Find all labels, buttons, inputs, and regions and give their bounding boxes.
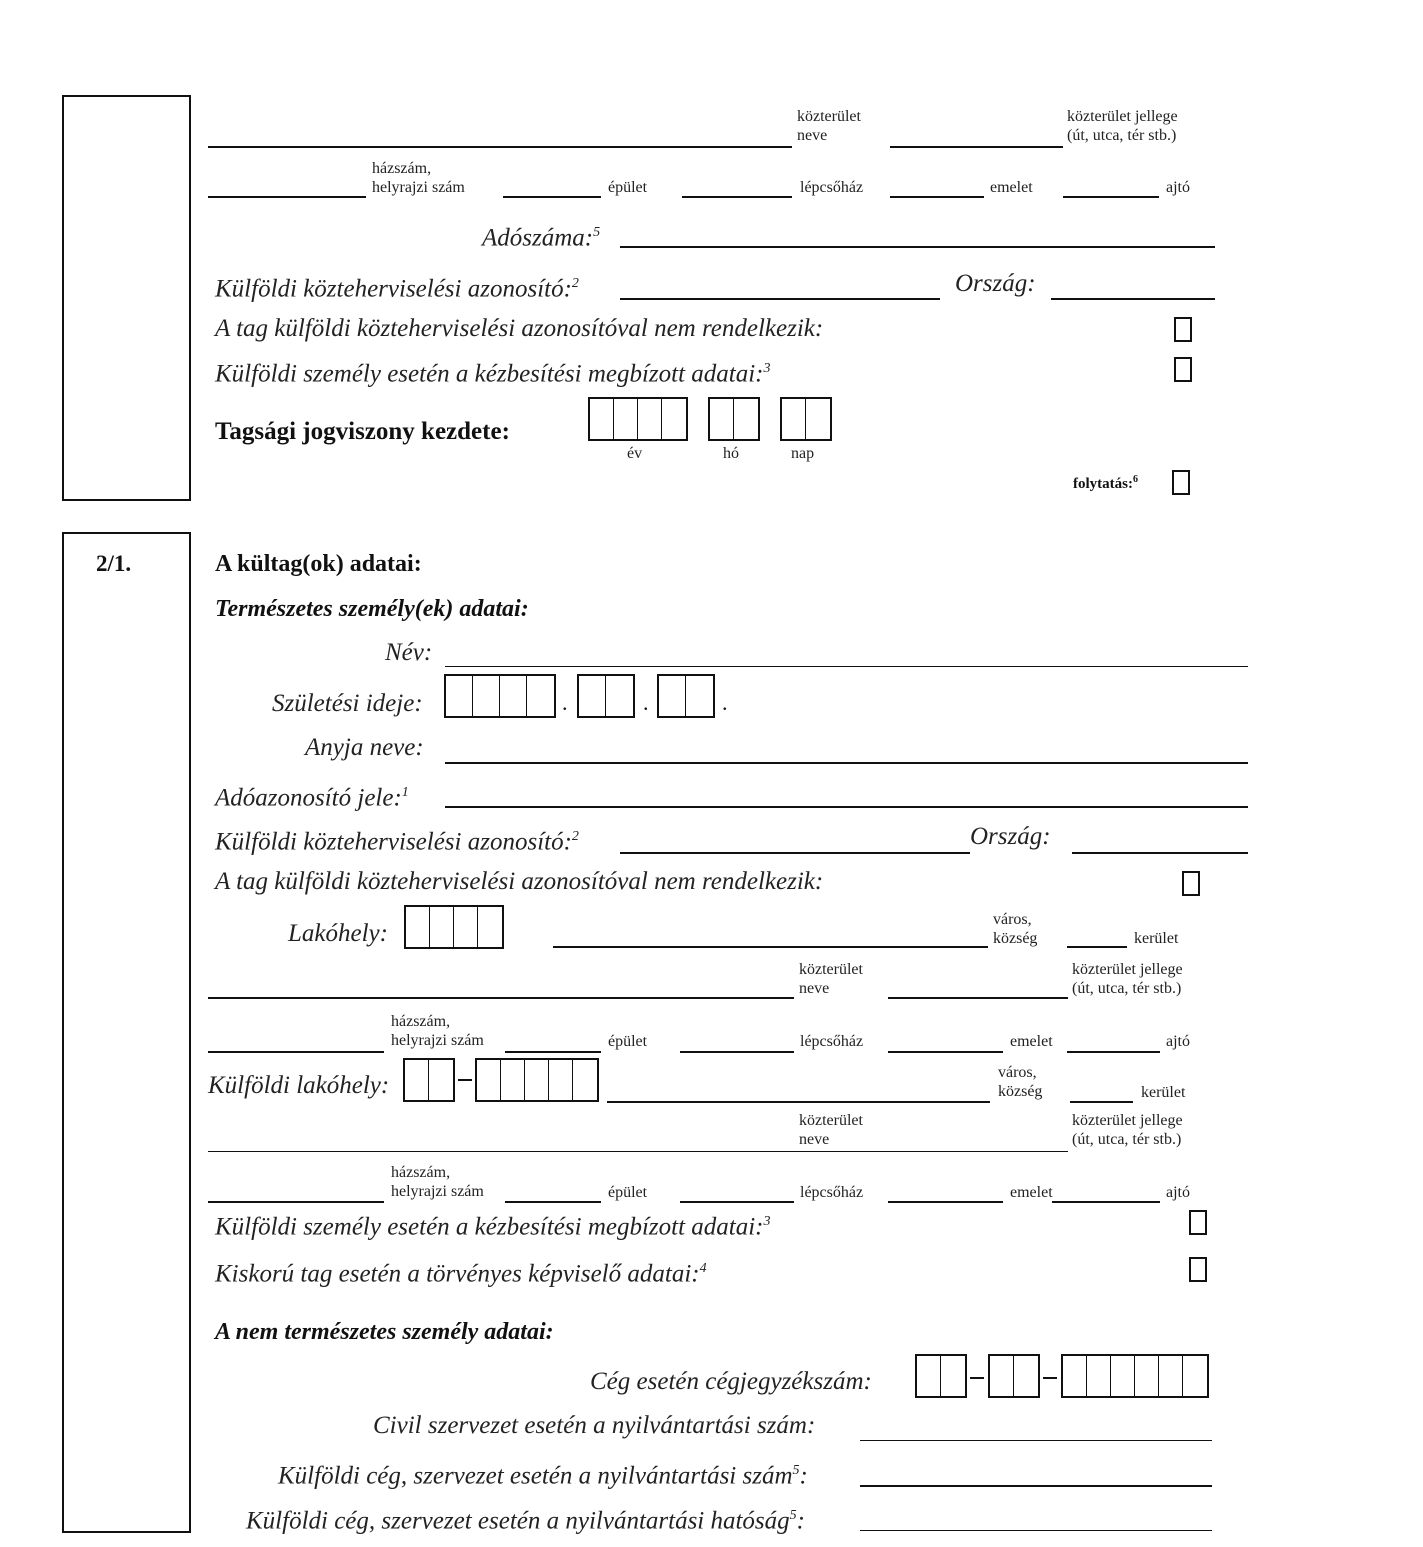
section1-left-box	[62, 95, 191, 501]
adoszama-label: Adószáma:$^5$	[482, 224, 601, 252]
lakohely-kerulet-field[interactable]	[1067, 946, 1127, 948]
folytatas-label: folytatás:$^6$	[1073, 474, 1138, 492]
kulfoldi-azonosito2-label: Külföldi közteherviselési azonosító:$^2$	[215, 828, 579, 856]
hazszam-field[interactable]	[208, 196, 366, 198]
lepcsohaz2-label: lépcsőház	[800, 1033, 864, 1050]
hazszam-label: házszám, helyrajzi szám	[372, 160, 465, 196]
nem-rendelkezik2-label: A tag külföldi közteherviselési azonosítóval nem rendelkezik:	[215, 868, 824, 895]
orszag-label: Ország:	[955, 270, 1036, 297]
emelet-field[interactable]	[890, 196, 984, 198]
lepcsohaz2-field[interactable]	[680, 1051, 794, 1053]
kulfoldi-ceg-szam-field[interactable]	[860, 1485, 1212, 1487]
adoazonosito-field[interactable]	[445, 806, 1248, 808]
anyja-field[interactable]	[445, 762, 1248, 764]
kozterulet-jellege-label: közterület jellege (út, utca, tér stb.)	[1067, 108, 1178, 144]
kulfoldi-iranyitoszam-cells[interactable]	[475, 1058, 599, 1102]
kozterulet-jellege-field[interactable]	[890, 146, 1063, 148]
anyja-label: Anyja neve:	[305, 734, 424, 761]
emelet2-label: emelet	[1010, 1033, 1053, 1050]
orszag2-field[interactable]	[1072, 852, 1248, 854]
kozterulet-jellege2-label: közterület jellege (út, utca, tér stb.)	[1072, 961, 1183, 997]
kezbesitesi-checkbox[interactable]	[1174, 357, 1192, 382]
lakohely-iranyitoszam-cells[interactable]	[404, 905, 504, 949]
cegjegyzek-dash-2	[1043, 1377, 1057, 1379]
nev-field[interactable]	[445, 666, 1248, 667]
epulet-label: épület	[608, 179, 648, 196]
folytatas-checkbox[interactable]	[1172, 470, 1190, 495]
nem-rendelkezik-label: A tag külföldi közteherviselési azonosítóval nem rendelkezik:	[215, 315, 824, 342]
orszag-field[interactable]	[1051, 298, 1215, 300]
civil-label: Civil szervezet esetén a nyilvántartási szám:	[373, 1412, 816, 1439]
emelet3-label: emelet	[1010, 1184, 1053, 1201]
kulfoldi-kerulet-label: kerület	[1141, 1084, 1186, 1101]
szuletesi-dot-2: .	[643, 690, 649, 715]
szuletesi-month-cells[interactable]	[577, 674, 635, 718]
kulfoldi-azonosito-label: Külföldi közteherviselési azonosító:$^2$	[215, 275, 579, 303]
kozterulet-jellege3-label: közterület jellege (út, utca, tér stb.)	[1072, 1112, 1183, 1148]
section-number: 2/1.	[96, 551, 132, 576]
lakohely-label: Lakóhely:	[288, 920, 388, 947]
ho-label: hó	[723, 445, 739, 462]
epulet3-label: épület	[608, 1184, 648, 1201]
nap-label: nap	[791, 445, 815, 462]
kultag-title: A kültag(ok) adatai:	[215, 551, 422, 577]
kozterulet-neve2-field[interactable]	[208, 997, 794, 999]
epulet3-field[interactable]	[505, 1201, 601, 1203]
epulet2-field[interactable]	[505, 1051, 601, 1053]
kulfoldi-azonosito2-field[interactable]	[620, 852, 970, 854]
nev-label: Név:	[385, 639, 433, 666]
kulfoldi-ceg-hatosag-label: Külföldi cég, szervezet esetén a nyilvántartási hatóság$^5$:	[246, 1507, 805, 1535]
epulet2-label: épület	[608, 1033, 648, 1050]
kulfoldi-kerulet-field[interactable]	[1070, 1101, 1133, 1103]
kulfoldi-lakohely-label: Külföldi lakóhely:	[208, 1072, 390, 1099]
hazszam3-label: házszám, helyrajzi szám	[391, 1164, 484, 1200]
lepcsohaz-field[interactable]	[682, 196, 792, 198]
szuletesi-dot-3: .	[722, 690, 728, 715]
hazszam2-label: házszám, helyrajzi szám	[391, 1013, 484, 1049]
nem-termeszetes-title: A nem természetes személy adatai:	[215, 1319, 554, 1345]
kiskoru-label: Kiskorú tag esetén a törvényes képviselő adatai:$^4$	[215, 1260, 707, 1288]
kulfoldi-ceg-szam-label: Külföldi cég, szervezet esetén a nyilvántartási szám$^5$:	[278, 1462, 808, 1490]
tagsagi-month-cells[interactable]	[708, 397, 760, 441]
ajto-label: ajtó	[1166, 179, 1190, 196]
section2-left-box	[62, 532, 191, 1533]
hazszam2-field[interactable]	[208, 1051, 384, 1053]
kulfoldi-varos-field[interactable]	[607, 1101, 990, 1103]
kulfoldi-azonosito-field[interactable]	[620, 298, 940, 300]
kulfoldi-varos-label: város, község	[998, 1064, 1043, 1100]
kezbesitesi-label: Külföldi személy esetén a kézbesítési megbízott adatai:$^3$	[215, 360, 771, 388]
lakohely-kerulet-label: kerület	[1134, 930, 1179, 947]
kulfoldi-orszagkod-cells[interactable]	[403, 1058, 455, 1102]
lepcsohaz-label: lépcsőház	[800, 179, 864, 196]
epulet-field[interactable]	[503, 196, 601, 198]
adoszama-field[interactable]	[620, 246, 1215, 248]
kozterulet-neve-label: közterület neve	[797, 108, 861, 144]
lakohely-varos-label: város, község	[993, 911, 1038, 947]
lepcsohaz3-field[interactable]	[680, 1201, 794, 1203]
lepcsohaz3-label: lépcsőház	[800, 1184, 864, 1201]
kezbesitesi2-label: Külföldi személy esetén a kézbesítési megbízott adatai:$^3$	[215, 1213, 771, 1241]
ajto3-field[interactable]	[1052, 1201, 1160, 1203]
szuletesi-dot-1: .	[562, 690, 568, 715]
emelet2-field[interactable]	[888, 1051, 1003, 1053]
kozterulet-neve3-label: közterület neve	[799, 1112, 863, 1148]
ajto-field[interactable]	[1063, 196, 1159, 198]
kiskoru-checkbox[interactable]	[1189, 1257, 1207, 1282]
tagsagi-year-cells[interactable]	[588, 397, 688, 441]
ajto2-label: ajtó	[1166, 1033, 1190, 1050]
kulfoldi-lakohely-dash	[458, 1079, 472, 1081]
kezbesitesi2-checkbox[interactable]	[1189, 1210, 1207, 1235]
szuletesi-day-cells[interactable]	[657, 674, 715, 718]
ajto3-label: ajtó	[1166, 1184, 1190, 1201]
kozterulet-neve2-label: közterület neve	[799, 961, 863, 997]
tagsagi-day-cells[interactable]	[780, 397, 832, 441]
emelet-label: emelet	[990, 179, 1033, 196]
kozterulet-neve3-field[interactable]	[208, 1151, 1068, 1152]
civil-field[interactable]	[860, 1440, 1212, 1441]
emelet3-field[interactable]	[888, 1201, 1003, 1203]
lakohely-varos-field[interactable]	[553, 946, 988, 948]
kozterulet-neve-field[interactable]	[208, 146, 792, 148]
cegjegyzek-cells-2[interactable]	[988, 1354, 1040, 1398]
ev-label: év	[627, 445, 643, 462]
termeszetes-title: Természetes személy(ek) adatai:	[215, 596, 529, 622]
adoazonosito-label: Adóazonosító jele:$^1$	[215, 784, 409, 812]
kulfoldi-ceg-hatosag-field[interactable]	[860, 1530, 1212, 1531]
nem-rendelkezik-checkbox[interactable]	[1174, 317, 1192, 342]
tagsagi-label: Tagsági jogviszony kezdete:	[215, 418, 510, 445]
kozterulet-jellege2-field[interactable]	[888, 997, 1068, 999]
cegjegyzek-dash-1	[970, 1377, 984, 1379]
szuletesi-year-cells[interactable]	[444, 674, 556, 718]
cegjegyzek-label: Cég esetén cégjegyzékszám:	[590, 1368, 872, 1395]
nem-rendelkezik2-checkbox[interactable]	[1182, 871, 1200, 896]
ajto2-field[interactable]	[1067, 1051, 1160, 1053]
orszag2-label: Ország:	[970, 823, 1051, 850]
hazszam3-field[interactable]	[208, 1201, 384, 1203]
szuletesi-label: Születési ideje:	[272, 690, 423, 717]
cegjegyzek-cells-1[interactable]	[915, 1354, 967, 1398]
cegjegyzek-cells-3[interactable]	[1061, 1354, 1209, 1398]
